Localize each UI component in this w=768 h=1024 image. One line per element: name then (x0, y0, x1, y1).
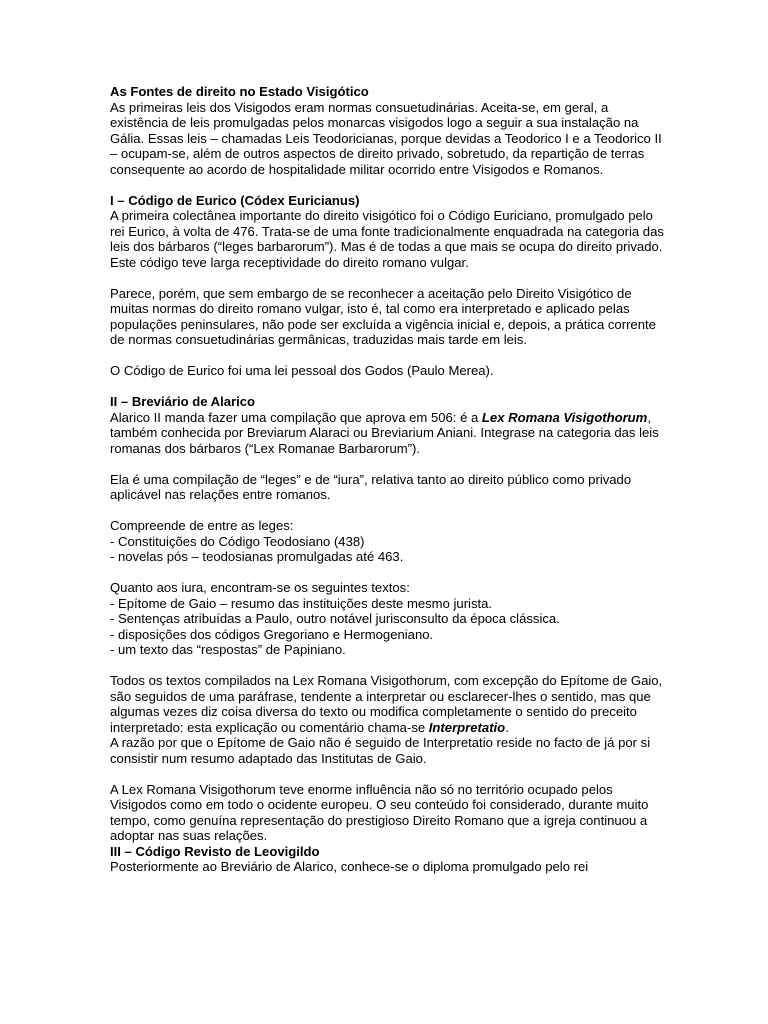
spacer (110, 766, 670, 782)
spacer (110, 348, 670, 364)
section-3-heading: III – Código Revisto de Leovigildo (110, 843, 320, 859)
leges-list-item: - novelas pós – teodosianas promulgadas até 463. (110, 549, 404, 564)
spacer (110, 658, 670, 674)
paragraph-text: Alarico II manda fazer uma compilação que aprova em 506: é a (110, 409, 482, 425)
section-2-paragraph-2: Ela é uma compilação de “leges” e de “iura”, relativa tanto ao direito público como privado aplicável nas relações entre romanos. (110, 471, 632, 502)
spacer (110, 565, 670, 581)
emphasis-lex-romana: Lex Romana Visigothorum (481, 409, 648, 425)
iura-list-item: - disposições dos códigos Gregoriano e Hermogeniano. (110, 626, 434, 642)
paragraph-text: Todos os textos compilados na Lex Romana Visigothorum, com excepção do Epítome de Gaio, são seguidos de uma paráfrase, tendente a interpretar ou esclarecer-lhes o sentido, mas que algumas vezes diz coisa diversa do texto ou modifica completamente o sentido do preceito interpretado: esta explicação ou comentário chama-se (110, 673, 663, 735)
leges-intro: Compreende de entre as leges: (110, 518, 294, 533)
paragraph-text: . (505, 719, 509, 735)
section-2-paragraph-1 (110, 410, 670, 457)
spacer (110, 270, 670, 286)
spacer (110, 379, 670, 395)
section-3-paragraph-1: Posteriormente ao Breviário de Alarico, conhece-se o diploma promulgado pelo rei (110, 859, 589, 874)
section-2-paragraph-3 (110, 673, 670, 735)
document-page (110, 84, 670, 875)
spacer (110, 456, 670, 472)
leges-list-item: - Constituições do Código Teodosiano (438) (110, 533, 365, 549)
section-1-paragraph-3: O Código de Eurico foi uma lei pessoal dos Godos (Paulo Merea). (110, 363, 494, 378)
iura-list-item: - Epítome de Gaio – resumo das instituições deste mesmo jurista. (110, 595, 493, 611)
section-1-paragraph-1: A primeira colectânea importante do direito visigótico foi o Código Euriciano, promulgado pelo rei Eurico, à volta de 476. Trata-se de uma fonte tradicionalmente enquadrada na categoria das leis dos bárbaros (“leges barbarorum”). Mas é de todas a que mais se ocupa do direito privado. Este código teve larga receptividade do direito romano vulgar. (110, 208, 664, 270)
intro-paragraph: As primeiras leis dos Visigodos eram normas consuetudinárias. Aceita-se, em geral, a existência de leis promulgadas pelos monarcas visigodos logo a seguir a sua instalação na Gália. Essas leis – chamadas Leis Teodoricianas, porque devidas a Teodorico I e a Teodorico II – ocupam-se, além de outros aspectos de direito privado, sobretudo, da repartição de terras consequente ao acordo de hospitalidade militar ocorrido entre Visigodos e Romanos. (110, 99, 662, 177)
spacer (110, 177, 670, 193)
iura-list-item: - Sentenças atribuídas a Paulo, outro notável jurisconsulto da época clássica. (110, 611, 560, 626)
section-2-paragraph-5: A Lex Romana Visigothorum teve enorme influência não só no território ocupado pelos Visigodos como em todo o ocidente europeu. O seu conteúdo foi considerado, durante muito tempo, como genuína representação do prestigioso Direito Romano que a igreja continuou a adoptar nas suas relações. (110, 781, 649, 843)
paragraph-text: , também conhecida por Breviarum Alaraci ou Breviarium Aniani. Integrase na categoria das leis romanas dos bárbaros (“Lex Romanae Barbarorum”). (110, 409, 659, 456)
section-2-heading: II – Breviário de Alarico (110, 394, 256, 409)
section-1-heading: I – Código de Eurico (Códex Euricianus) (110, 192, 360, 208)
iura-intro: Quanto aos iura, encontram-se os seguintes textos: (110, 580, 410, 595)
iura-list-item: - um texto das “respostas” de Papiniano. (110, 642, 346, 657)
section-1-paragraph-2: Parece, porém, que sem embargo de se reconhecer a aceitação pelo Direito Visigótico de muitas normas do direito romano vulgar, isto é, tal como era interpretado e aplicado pelas populações peninsulares, não pode ser excluída a vigência inicial e, depois, a prática corrente de normas consuetudinárias germânicas, traduzidas mais tarde em leis. (110, 285, 656, 347)
emphasis-interpretatio: Interpretatio (428, 719, 506, 735)
spacer (110, 503, 670, 519)
section-2-paragraph-4: A razão por que o Epítome de Gaio não é seguido de Interpretatio reside no facto de já por si consistir num resumo adaptado das Institutas de Gaio. (110, 735, 651, 766)
document-title: As Fontes de direito no Estado Visigótico (110, 84, 369, 99)
